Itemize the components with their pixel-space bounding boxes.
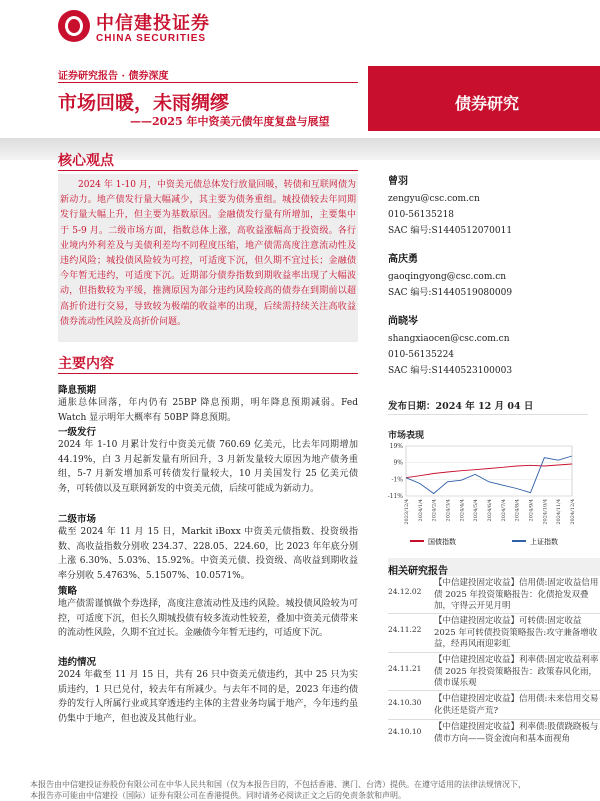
related-date: 24.10.10 <box>388 727 422 736</box>
x-tick-label: 2024/2/4 <box>431 499 438 522</box>
divider <box>388 719 600 720</box>
analyst-name: 尚晓岑 <box>388 316 418 327</box>
section-text: 通胀总体回落，年内仍有 25BP 降息预期，明年降息预期减弱。Fed Watch 显示明年大概率有 50BP 降息预期。 <box>58 398 358 423</box>
related-date: 24.12.02 <box>388 587 422 596</box>
divider <box>388 652 600 653</box>
analyst-email: zengyu@csc.com.cn <box>388 194 480 204</box>
related-date: 24.10.30 <box>388 698 422 707</box>
x-tick-label: 2024/4/4 <box>459 499 466 522</box>
related-date: 24.11.22 <box>388 625 422 634</box>
divider <box>388 690 600 691</box>
divider <box>388 414 588 415</box>
footer-line: 本报告由中信建投证券股份有限公司在中华人民共和国（仅为本报告目的，不包括香港、澳门、台湾）提供。在遵守适用的法律法规情况下， <box>30 780 526 789</box>
related-title[interactable]: 【中信建投固定收益】信用债:未来信用交易化供还是资产荒? <box>434 694 599 716</box>
core-heading: 核心观点 <box>58 153 114 169</box>
publish-date <box>388 398 533 412</box>
section-text: 截至 2024 年 11 月 15 日，Markit iBoxx 中资美元债指数、投资级指数、高收益指数分别收 234.37、228.05、224.60，比 2023 年年底分别上涨 6.30%、5.03%、15.92%。中资美元债、投资级、高收益到期收益率分别收 5.4763%、5.1507%、10.0571%。 <box>58 527 358 581</box>
report-subtitle: ——2025 年中资美元债年度复盘与展望 <box>130 115 330 128</box>
section-text: 2024 年截至 11 月 15 日，共有 26 只中资美元债违约，其中 25 只为实质违约，1 只已兑付，较去年有所减少。与去年不同的是，2023 年违约债券的发行人所属行业或其穿透违约主体的主营业务均属于地产，今年违约虽仍集中于地产，但也波及其他行业。 <box>58 670 358 724</box>
section-label: 违约情况 <box>58 657 97 668</box>
series-line-shanghai-index <box>406 456 572 494</box>
related-heading: 相关研究报告 <box>388 566 448 577</box>
footer-line: 本报告亦可能由中信建投（国际）证券有限公司在香港提供。同时请务必阅读正文之后的免责条款和声明。 <box>30 791 406 800</box>
publish-label: 发布日期： <box>388 401 436 412</box>
x-tick-label: 2024/1/4 <box>417 499 424 522</box>
brand-name-en: CHINA SECURITIES <box>96 33 207 44</box>
brand-name-cn: 中信建投证券 <box>96 13 210 34</box>
chart-frame <box>406 446 572 496</box>
x-tick-label: 2024/12/4 <box>570 499 576 525</box>
analyst-email: shangxiaocen@csc.com.cn <box>388 334 510 344</box>
chart-title: 市场表现 <box>388 431 425 441</box>
category-label: 债券研究 <box>455 94 520 113</box>
x-tick-label: 2024/11/4 <box>556 499 563 525</box>
legend-label-a: 国债指数 <box>428 538 456 546</box>
related-title[interactable]: 【中信建投固定收益】利率债:固定收益利率债 2025 年投资策略报告：政策春风化雨，债市谋乐观 <box>434 655 599 688</box>
x-tick-label: 2024/3/4 <box>445 499 452 522</box>
analyst-phone: 010-56135224 <box>388 350 455 360</box>
logo-icon <box>58 10 90 42</box>
related-title[interactable]: 【中信建投固定收益】信用债:固定收益信用债 2025 年投资策略报告：化债抢发双叠加，守得云开见月明 <box>434 578 599 611</box>
analyst-sac: SAC 编号:S1440519080009 <box>388 288 513 298</box>
related-title[interactable]: 【中信建投固定收益】可转债:固定收益2025 年可转债投资策略报告:攻守兼备增收益，经再风雨迎彩虹 <box>434 616 598 649</box>
main-heading: 主要内容 <box>58 356 114 372</box>
x-tick-label: 2024/5/4 <box>473 499 480 522</box>
section-text: 2024 年 1-10 月累计发行中资美元债 760.69 亿美元，比去年同期增加 44.19%，白 3 月起新发量有所回升，3 月新发量较大原因为地产债务重组，5-7 月新发增加系可转债发行量较大，10 月美国发行 25 亿美元债务，可转债以及互联网新发的中资美元债，后续可能成为新动力。 <box>58 440 358 494</box>
x-tick-label: 2024/10/4 <box>542 499 549 525</box>
divider <box>388 613 600 614</box>
performance-chart <box>372 440 582 550</box>
divider <box>58 82 358 83</box>
analyst-name: 高庆勇 <box>388 254 418 265</box>
analyst-card <box>388 172 588 238</box>
core-text: 2024 年 1-10 月，中资美元债总体发行放量回暖，转债和互联网债为新动力。地产债发行量大幅减少，其主要为债务重组。城投债较去年同期发行量大幅上升，但主要为基数原因。金融债发行量有所增加，主要集中于 5-9 月。二级市场方面，指数总体上涨，高收益涨幅高于投资级。各行业境内外利差及与美债利差均不同程度压缩，地产债需高度注意流动性及违约风险；城投债风险较为可控，可适度下沉，但久期不宜过长；金融债今年暂无违约，可适度下沉。近期部分债券指数到期收益率出现了大幅波动，但指数较为平缓，推测原因为部分违约风险较高的债券在到期前以超高折价进行交易，导致较为极端的收益率的出现，后续需持续关注高收益债券流动性风险及高折价问题。 <box>60 180 356 327</box>
related-date: 24.11.21 <box>388 664 422 673</box>
x-tick-label: 2023/12/4 <box>404 499 410 525</box>
related-title[interactable]: 【中信建投固定收益】利率债:股债跷跷板与债市方向——资金流向和基本面视角 <box>434 722 599 744</box>
category-banner <box>368 66 600 131</box>
analyst-sac: SAC 编号:S1440523100003 <box>388 366 513 376</box>
report-title: 市场回暖，未雨绸缪 <box>58 92 230 114</box>
y-tick-label: -11% <box>387 493 403 500</box>
x-tick-label: 2024/6/4 <box>487 499 493 522</box>
x-tick-label: 2024/7/4 <box>500 499 507 522</box>
analyst-name: 曾羽 <box>388 176 408 187</box>
divider <box>58 373 358 374</box>
divider <box>58 170 358 171</box>
publish-value: 2024 年 12 月 04 日 <box>435 401 534 412</box>
section-text: 地产债需谨慎做个券选择，高度注意流动性及违约风险。城投债风险较为可控，可适度下沉，但长久期城投债有较多流动性较差，叠加中资美元债带来的流动性风险，久期不宜过长。金融债今年暂无违约，可适度下沉。 <box>58 599 358 638</box>
analyst-email: gaoqingyong@csc.com.cn <box>388 272 507 282</box>
legend-swatch-a <box>410 540 424 542</box>
analyst-phone: 010-56135218 <box>388 210 455 220</box>
x-tick-label: 2024/9/4 <box>528 499 535 522</box>
legend-label-b: 上证指数 <box>530 538 558 546</box>
section-label: 二级市场 <box>58 514 97 525</box>
y-tick-label: -1% <box>391 476 403 484</box>
x-tick-label: 2024/8/4 <box>514 499 521 522</box>
legend-swatch-b <box>512 540 526 542</box>
section-label: 降息预期 <box>58 385 97 396</box>
y-tick-label: 9% <box>393 459 403 467</box>
section-label: 一级发行 <box>58 427 97 438</box>
analyst-sac: SAC 编号:S1440512070011 <box>388 226 513 236</box>
report-type: 证券研究报告 · 债券深度 <box>58 71 169 82</box>
footer-disclaimer <box>30 779 570 801</box>
series-line-bond-index <box>406 464 572 478</box>
y-tick-label: 19% <box>389 443 403 450</box>
analyst-card <box>388 312 588 378</box>
analyst-card <box>388 250 588 300</box>
section-label: 策略 <box>58 586 78 597</box>
